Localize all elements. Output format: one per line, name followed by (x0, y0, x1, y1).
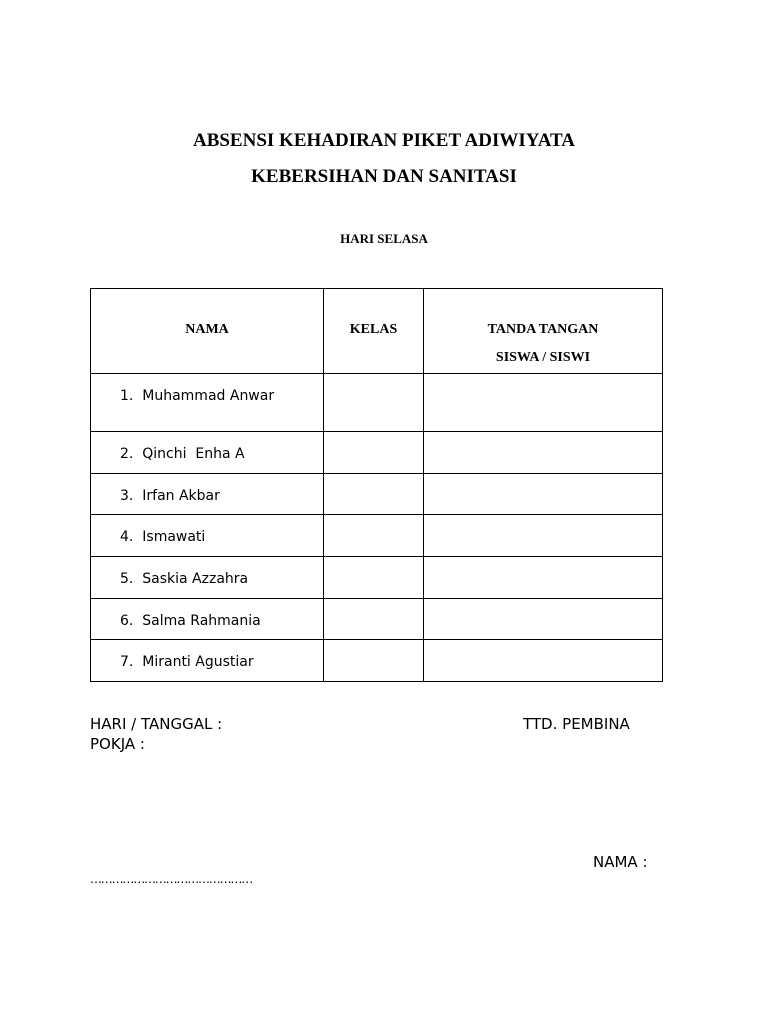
signature-cell[interactable] (424, 432, 663, 474)
student-name: Irfan Akbar (142, 488, 220, 504)
row-number: 2. (120, 446, 134, 462)
kelas-cell[interactable] (324, 432, 424, 474)
signature-cell[interactable] (424, 474, 663, 515)
kelas-cell[interactable] (324, 474, 424, 515)
row-number: 5. (120, 571, 134, 587)
kelas-cell[interactable] (324, 640, 424, 682)
ttd-pembina-label: TTD. PEMBINA (523, 715, 630, 733)
signature-cell[interactable] (424, 599, 663, 640)
kelas-cell[interactable] (324, 515, 424, 557)
attendance-table (90, 288, 663, 682)
table-row (91, 640, 663, 682)
header-ttd-line2: SISWA / SISWI (495, 350, 591, 365)
student-name: Saskia Azzahra (142, 571, 249, 587)
signature-cell[interactable] (424, 640, 663, 682)
row-number: 7. (120, 654, 134, 670)
hari-tanggal-label: HARI / TANGGAL : (90, 715, 223, 733)
name-cell (91, 557, 324, 599)
table-row (91, 474, 663, 515)
name-cell (91, 515, 324, 557)
signature-cell[interactable] (424, 557, 663, 599)
day-label: HARI SELASA (340, 231, 428, 246)
nama-label: NAMA : (593, 853, 648, 871)
row-number: 6. (120, 613, 134, 629)
table-row (91, 557, 663, 599)
signature-cell[interactable] (424, 374, 663, 432)
table-header-row (91, 289, 663, 374)
header-ttd-line1: TANDA TANGAN (487, 322, 599, 337)
kelas-cell[interactable] (324, 557, 424, 599)
student-name: Miranti Agustiar (142, 654, 254, 670)
document-subtitle: KEBERSIHAN DAN SANITASI (251, 166, 517, 187)
row-number: 4. (120, 529, 134, 545)
table-row (91, 432, 663, 474)
student-name: Ismawati (142, 529, 206, 545)
name-cell (91, 374, 324, 432)
table-row (91, 374, 663, 432)
signature-dots: ……………………………………… (90, 872, 253, 886)
name-cell (91, 640, 324, 682)
student-name: Salma Rahmania (142, 613, 261, 629)
student-name: Qinchi Enha A (142, 446, 245, 462)
name-cell (91, 474, 324, 515)
document-title: ABSENSI KEHADIRAN PIKET ADIWIYATA (192, 130, 576, 151)
kelas-cell[interactable] (324, 374, 424, 432)
kelas-cell[interactable] (324, 599, 424, 640)
name-cell (91, 599, 324, 640)
pokja-label: POKJA : (90, 735, 145, 753)
student-name: Muhammad Anwar (142, 388, 275, 404)
row-number: 3. (120, 488, 134, 504)
signature-cell[interactable] (424, 515, 663, 557)
header-tanda-tangan (424, 289, 663, 374)
header-nama: NAMA (91, 289, 324, 374)
table-row (91, 599, 663, 640)
header-kelas: KELAS (324, 289, 424, 374)
row-number: 1. (120, 388, 134, 404)
name-cell (91, 432, 324, 474)
table-row (91, 515, 663, 557)
